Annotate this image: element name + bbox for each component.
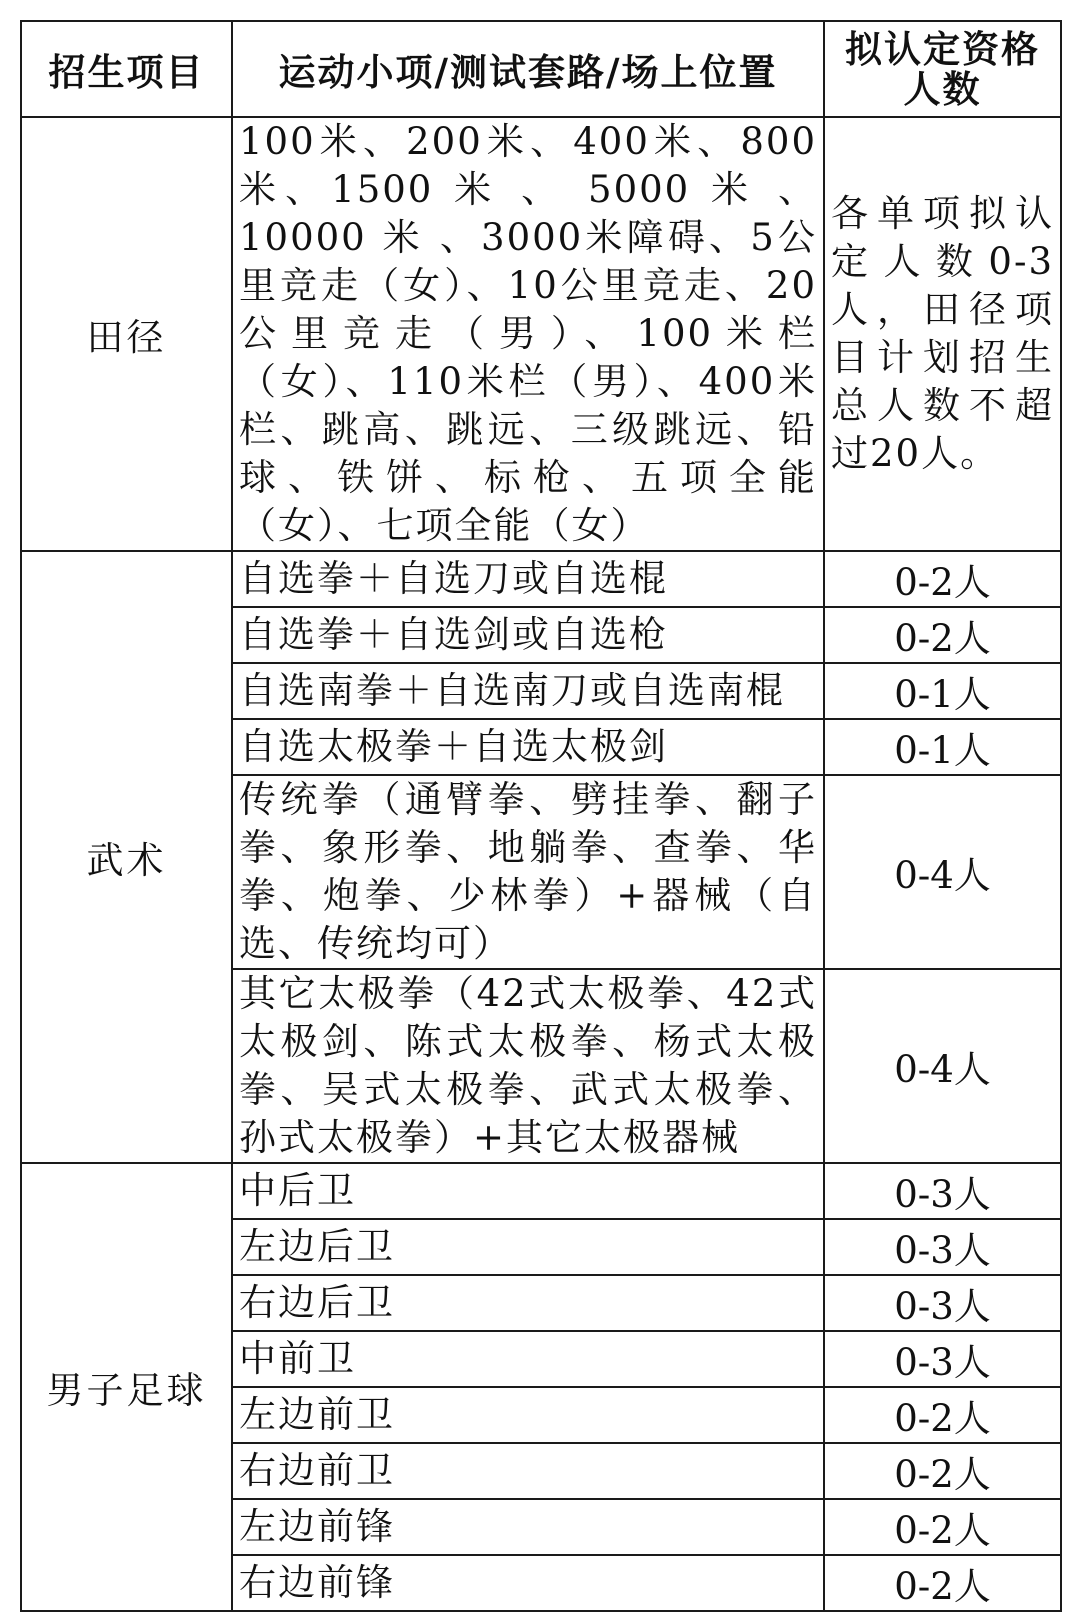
item-cell: 左边前卫	[232, 1387, 824, 1443]
header-item: 运动小项/测试套路/场上位置	[232, 21, 824, 117]
header-count	[824, 21, 1061, 117]
count-cell: 0-2人	[824, 1443, 1061, 1499]
header-category: 招生项目	[21, 21, 232, 117]
count-cell: 0-2人	[824, 1499, 1061, 1555]
count-cell: 0-2人	[824, 1387, 1061, 1443]
item-cell: 右边前锋	[232, 1555, 824, 1611]
count-cell: 0-3人	[824, 1331, 1061, 1387]
admission-table	[20, 20, 1062, 1612]
item-cell: 100米、200米、400米、800米、1500 米 、 5000 米 、 10000 米 、3000米障碍、5公里竞走（女）、10公里竞走、20公里竞走（男）、100米栏（女）、110米栏（男）、400米栏、跳高、跳远、三级跳远、铅球、铁饼、标枪、五项全能（女）、七项全能（女）	[232, 117, 824, 551]
count-cell: 0-2人	[824, 607, 1061, 663]
item-cell: 中后卫	[232, 1163, 824, 1219]
count-cell: 0-2人	[824, 1555, 1061, 1611]
item-cell: 中前卫	[232, 1331, 824, 1387]
item-cell: 右边前卫	[232, 1443, 824, 1499]
count-cell: 0-1人	[824, 663, 1061, 719]
item-cell: 左边前锋	[232, 1499, 824, 1555]
item-cell: 其它太极拳（42式太极拳、42式太极剑、陈式太极拳、杨式太极拳、吴式太极拳、武式太极拳、孙式太极拳）+其它太极器械	[232, 969, 824, 1163]
count-cell: 0-3人	[824, 1275, 1061, 1331]
item-cell: 左边后卫	[232, 1219, 824, 1275]
item-cell: 右边后卫	[232, 1275, 824, 1331]
count-cell: 0-4人	[824, 969, 1061, 1163]
table-row	[21, 117, 1061, 551]
item-cell: 自选拳＋自选剑或自选枪	[232, 607, 824, 663]
table-row	[21, 551, 1061, 607]
count-cell: 各单项拟认定人数0-3人，田径项目计划招生总人数不超过20人。	[824, 117, 1061, 551]
header-count-line1: 拟认定资格	[845, 27, 1040, 71]
count-cell: 0-1人	[824, 719, 1061, 775]
header-row	[21, 21, 1061, 117]
table-row	[21, 1163, 1061, 1219]
count-cell: 0-2人	[824, 551, 1061, 607]
count-cell: 0-3人	[824, 1219, 1061, 1275]
count-cell: 0-3人	[824, 1163, 1061, 1219]
item-cell: 自选太极拳＋自选太极剑	[232, 719, 824, 775]
item-cell: 自选南拳＋自选南刀或自选南棍	[232, 663, 824, 719]
item-cell: 自选拳＋自选刀或自选棍	[232, 551, 824, 607]
header-count-line2: 人数	[903, 67, 982, 111]
count-cell: 0-4人	[824, 775, 1061, 969]
item-cell: 传统拳（通臂拳、劈挂拳、翻子拳、象形拳、地躺拳、查拳、华拳、炮拳、少林拳）+器械（自选、传统均可）	[232, 775, 824, 969]
category-cell: 田径	[21, 117, 232, 551]
category-cell: 男子足球	[21, 1163, 232, 1611]
category-cell: 武术	[21, 551, 232, 1163]
